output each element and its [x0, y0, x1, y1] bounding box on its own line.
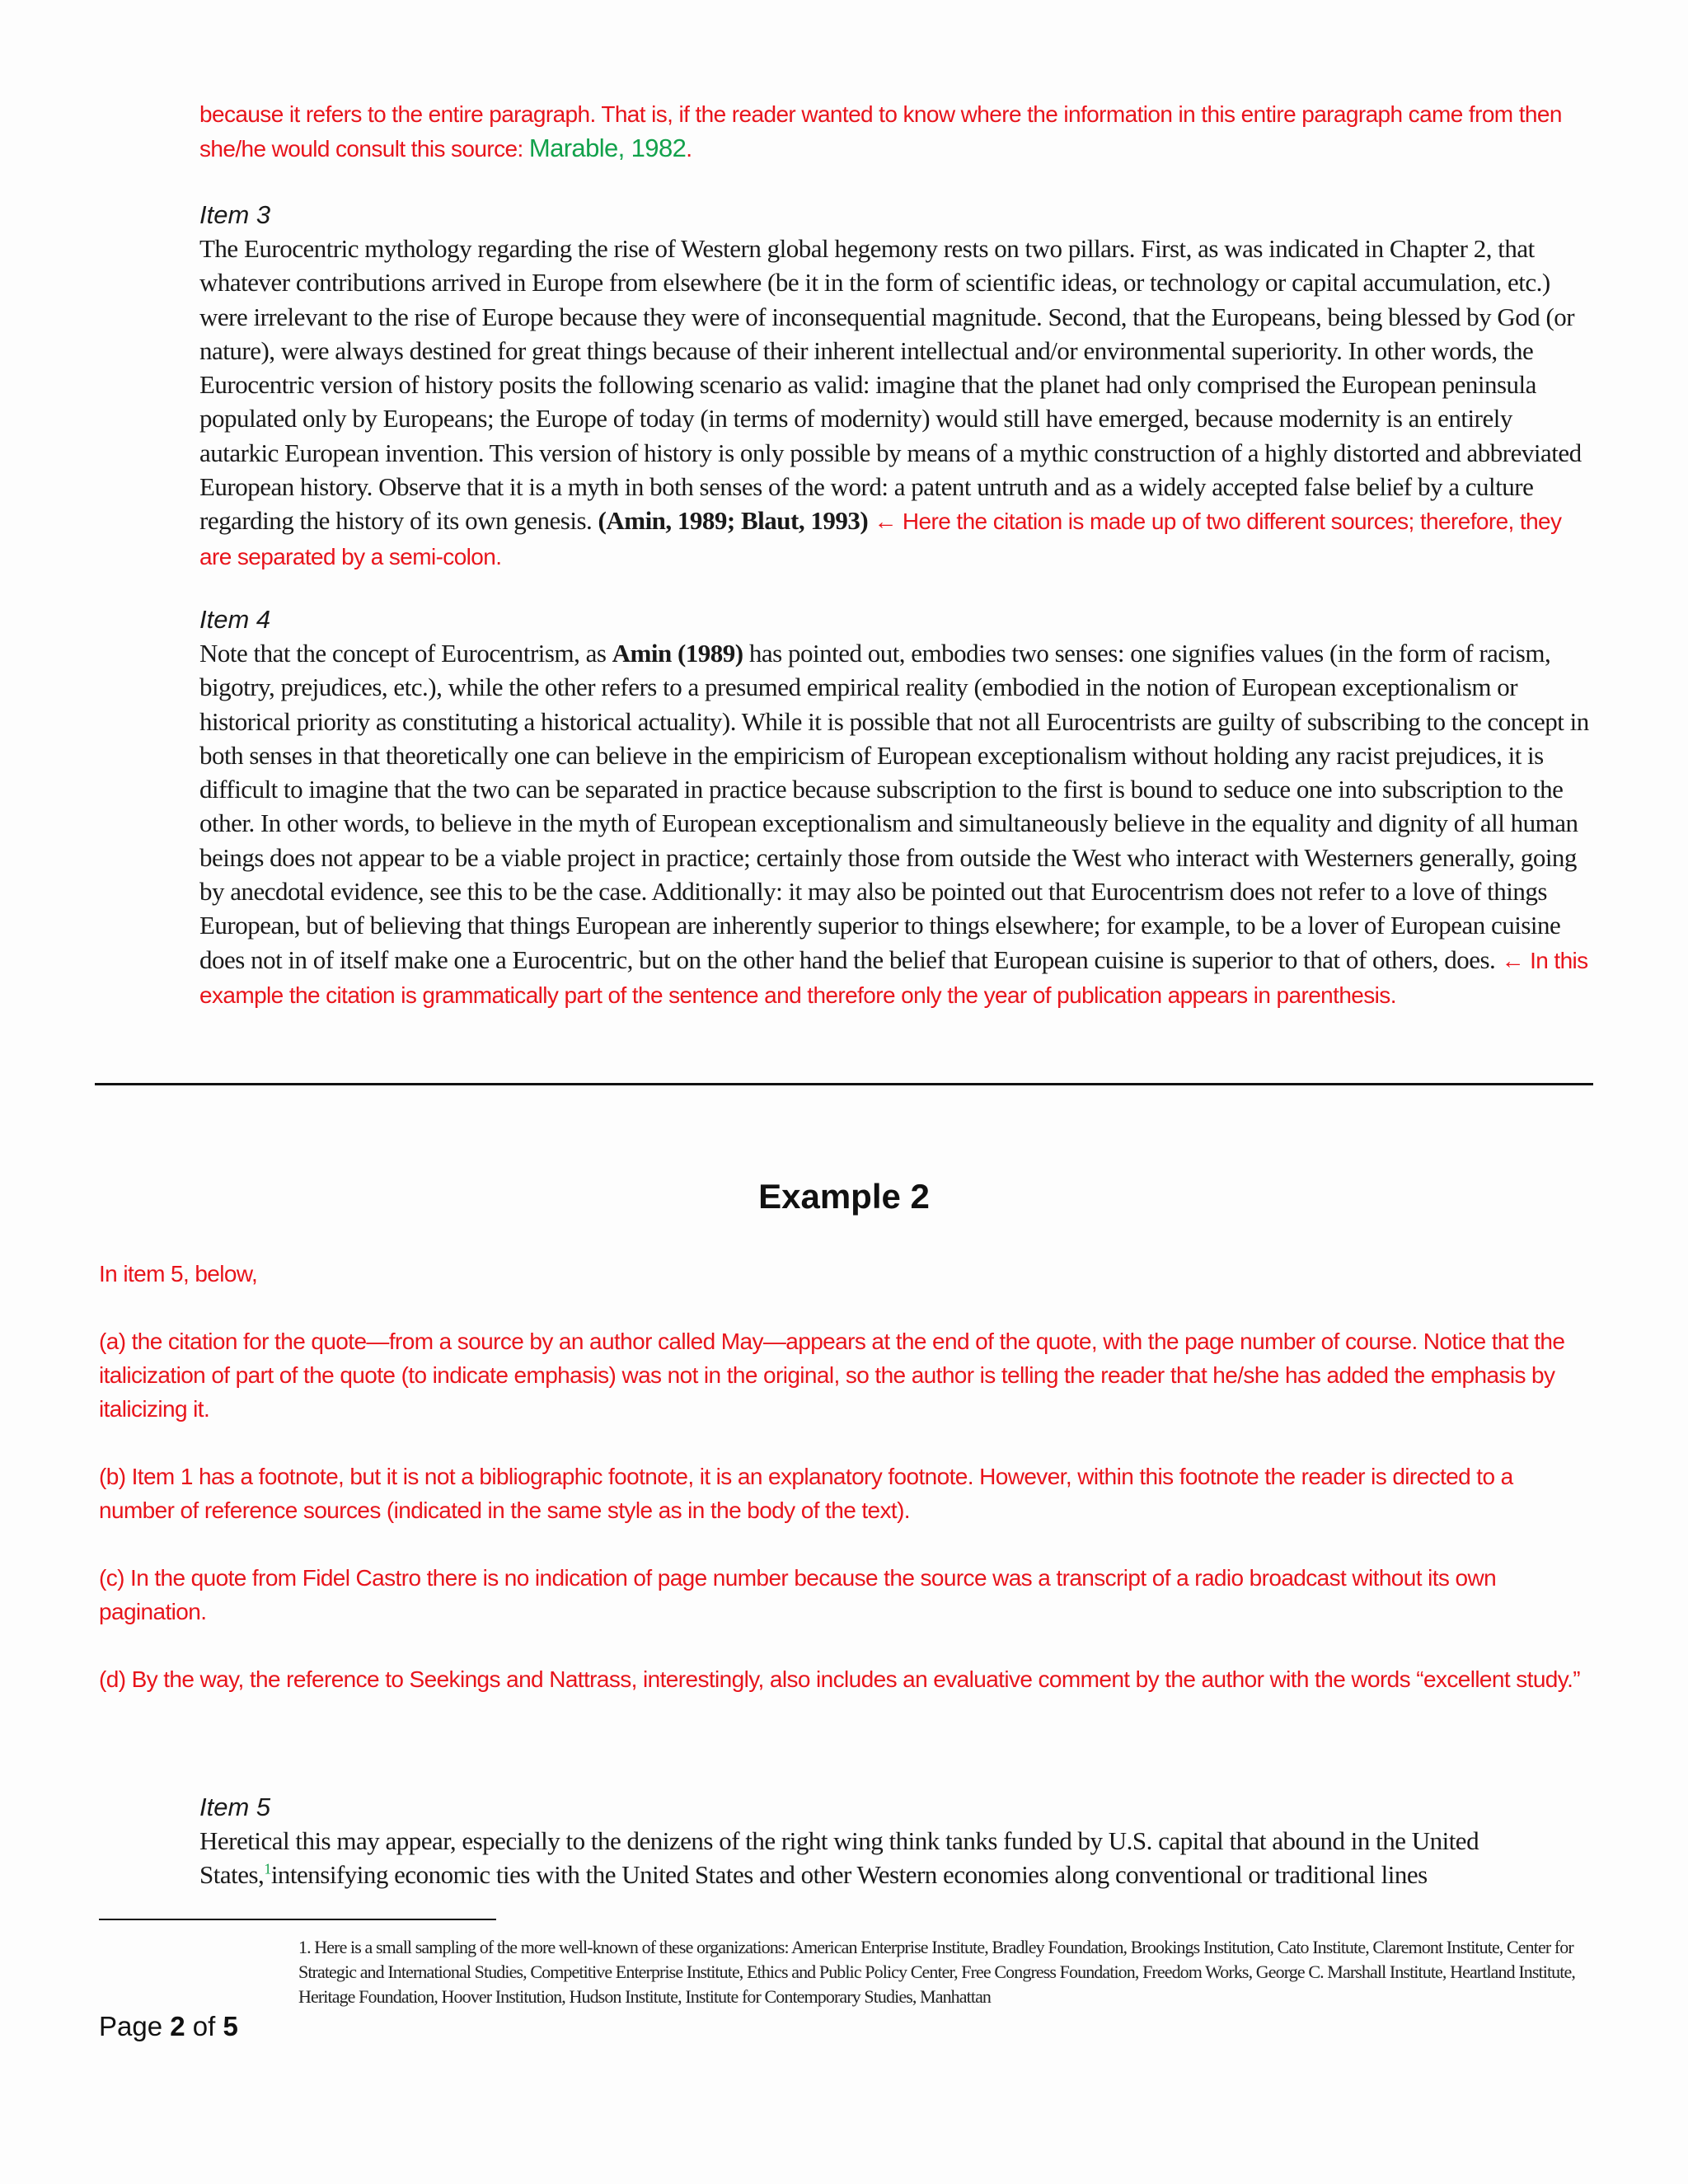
intro-note-text: because it refers to the entire paragraph. That is, if the reader wanted to know where the information in this entire paragraph came from then she/he would consult this source: — [199, 101, 1562, 162]
page-middle: of — [185, 2011, 223, 2041]
footnote-rule — [99, 1919, 496, 1920]
item4-note: ← In this example the citation is grammatically part of the sentence and therefore only the year of publication appears in parenthesis. — [199, 947, 1588, 1008]
item5-label: Item 5 — [199, 1793, 271, 1821]
example2-intro: In item 5, below, — [99, 1261, 258, 1286]
intro-citation: Marable, 1982 — [528, 134, 687, 162]
example-2-title: Example 2 — [758, 1177, 930, 1216]
item3-note: ← Here the citation is made up of two different sources; therefore, they are separated by a semi-colon. — [199, 509, 1562, 569]
example2-point-b: (b) Item 1 has a footnote, but it is not a bibliographic footnote, it is an explanatory footnote. However, within this footnote the reader is directed to a number of reference sources (indicated in the same style as in the body of the text). — [99, 1464, 1513, 1523]
item3-label: Item 3 — [199, 200, 271, 229]
item4-label: Item 4 — [199, 605, 271, 634]
item3-body: The Eurocentric mythology regarding the rise of Western global hegemony rests on two pillars. First, as was indicated in Chapter 2, that whatever contributions arrived in Europe from elsewhere (be it in the form of scientific ideas, or technology or capital accumulation, etc.) were irrelevant to the rise of Europe because they were of inconsequential magnitude. Second, that the Europeans, being blessed by God (or nature), were always destined for great things because of their inherent intellectual and/or environmental superiority. In other words, the Eurocentric version of history posits the following scenario as valid: imagine that the planet had only comprised the European peninsula populated only by Europeans; the Europe of today (in terms of modernity) would still have emerged, because modernity is an entirely autarkic European invention. This version of history is only possible by means of a mythic construction of a highly distorted and abbreviated European history. Observe that it is a myth in both senses of the word: a patent untruth and as a widely accepted false belief by a culture regarding the history of its own genesis. — [199, 234, 1582, 536]
example2-point-a: (a) the citation for the quote—from a source by an author called May—appears at the end of the quote, with the page number of course. Notice that the italicization of part of the quote (to indicate emphasis) was not in the original, so the author is telling the reader that he/she has added the emphasis by italicizing it. — [99, 1329, 1565, 1422]
footnote-text: 1. Here is a small sampling of the more well-known of these organizations: American Enterprise Institute, Bradley Foundation, Brookings Institution, Cato Institute, Claremont Institute, Center for Strategic and International Studies, Competitive Enterprise Institute, Ethics and Public Policy Center, Free Congress Foundation, Freedom Works, George C. Marshall Institute, Heartland Institute, Heritage Foundation, Hoover Institution, Hudson Institute, Institute for Contemporary Studies, Manhattan — [298, 1937, 1575, 2007]
intro-period: . — [686, 136, 692, 162]
example2-point-c: (c) In the quote from Fidel Castro there is no indication of page number because the source was a transcript of a radio broadcast without its own pagination. — [99, 1565, 1497, 1624]
item4-body-before: Note that the concept of Eurocentrism, as — [199, 639, 612, 668]
item4-paragraph — [199, 636, 1594, 1012]
section-divider — [95, 1083, 1593, 1085]
item4-citation: Amin (1989) — [612, 639, 743, 668]
page-total: 5 — [223, 2011, 238, 2041]
item5-body-before: Heretical this may appear, especially to the denizens of the right wing think tanks funded by U.S. capital that abound in the United States, — [199, 1826, 1479, 1890]
item3-citation: (Amin, 1989; Blaut, 1993) — [598, 506, 869, 536]
footnote-marker[interactable]: 1 — [264, 1860, 271, 1877]
example2-point-d: (d) By the way, the reference to Seekings and Nattrass, interestingly, also includes an evaluative comment by the author with the words “excellent study.” — [99, 1666, 1580, 1692]
item4-body-after: has pointed out, embodies two senses: one signifies values (in the form of racism, bigotry, prejudices, etc.), while the other refers to a presumed empirical reality (embodied in the notion of European exceptionalism or historical priority as constituting a historical actuality). While it is possible that not all Eurocentrists are guilty of subscribing to the concept in both senses in that theoretically one can believe in the empiricism of European exceptionalism without holding any racist prejudices, it is difficult to imagine that the two can be separated in practice because subscription to the first is bound to seduce one into subscription to the other. In other words, to believe in the myth of European exceptionalism and simultaneously believe in the equality and dignity of all human beings does not appear to be a viable project in practice; certainly those from outside the West who interact with Westerners generally, going by anecdotal evidence, see this to be the case. Additionally: it may also be pointed out that Eurocentrism does not refer to a love of things European, but of believing that things European are inherently superior to things elsewhere; for example, to be a lover of European cuisine does not in of itself make one a Eurocentric, but on the other hand the belief that European cuisine is superior to that of others, does. — [199, 639, 1589, 974]
item5-paragraph — [199, 1824, 1594, 1892]
intro-note — [199, 97, 1592, 166]
page-prefix: Page — [99, 2011, 171, 2041]
page-number — [99, 2011, 238, 2042]
item3-paragraph — [199, 232, 1594, 574]
item5-body-after: intensifying economic ties with the United States and other Western economies along conventional or traditional lines — [270, 1860, 1428, 1890]
page-current: 2 — [170, 2011, 185, 2041]
